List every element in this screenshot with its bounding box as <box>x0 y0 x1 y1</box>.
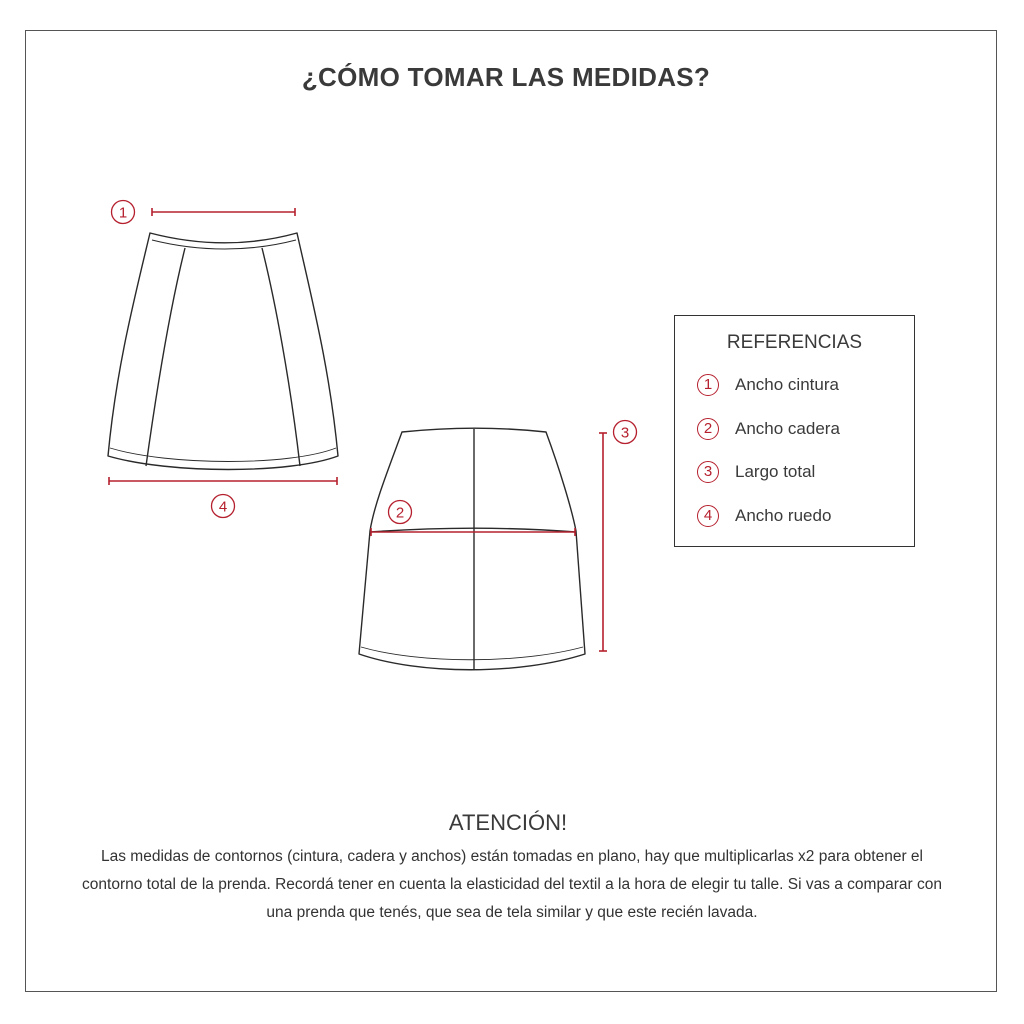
skirt-paneled-hem-line <box>110 448 336 462</box>
attention-title: ATENCIÓN! <box>448 810 568 835</box>
reference-number: 2 <box>697 418 719 440</box>
marker-2-label: 2 <box>395 504 405 522</box>
marker-3-label: 3 <box>620 424 630 442</box>
skirt-paneled-seam-left <box>146 248 185 466</box>
reference-item-length <box>697 460 840 484</box>
reference-label: Ancho ruedo <box>735 505 832 525</box>
reference-label: Largo total <box>735 462 816 481</box>
skirt-simple-hem-line <box>361 647 583 660</box>
reference-label: Ancho cadera <box>735 418 840 438</box>
reference-item-waist <box>697 373 840 397</box>
marker-1 <box>112 201 135 224</box>
marker-3 <box>614 421 637 444</box>
skirt-simple-outline <box>359 428 585 670</box>
reference-number: 1 <box>697 374 719 396</box>
skirt-paneled-waistband <box>152 240 296 249</box>
marker-1-label: 1 <box>118 204 128 222</box>
references-panel <box>674 315 915 547</box>
marker-4-label: 4 <box>218 498 228 516</box>
attention-text: Las medidas de contornos (cintura, cadera y anchos) están tomadas en plano, hay que multiplicarlas x2 para obtener el contorno total de la prenda. Recordá tener en cuenta la elasticidad del textil a la hora de elegir tu talle. Si vas a comparar con una prenda que tenés, que sea de tela similar y que este recién lavada. <box>82 848 942 921</box>
reference-label: Ancho cintura <box>735 375 839 394</box>
marker-2 <box>389 501 412 524</box>
reference-number: 3 <box>697 461 719 483</box>
skirt-paneled-drawing <box>108 233 338 470</box>
reference-item-hem <box>697 504 840 528</box>
page-title: ¿CÓMO TOMAR LAS MEDIDAS? <box>301 62 711 92</box>
reference-number: 4 <box>697 505 719 527</box>
references-title: REFERENCIAS <box>726 332 863 353</box>
skirt-paneled-outline <box>108 233 338 470</box>
skirt-simple-drawing <box>359 428 585 670</box>
marker-4 <box>212 495 235 518</box>
skirt-paneled-seam-right <box>262 248 300 466</box>
references-list <box>697 373 840 547</box>
reference-item-hip <box>697 417 840 441</box>
